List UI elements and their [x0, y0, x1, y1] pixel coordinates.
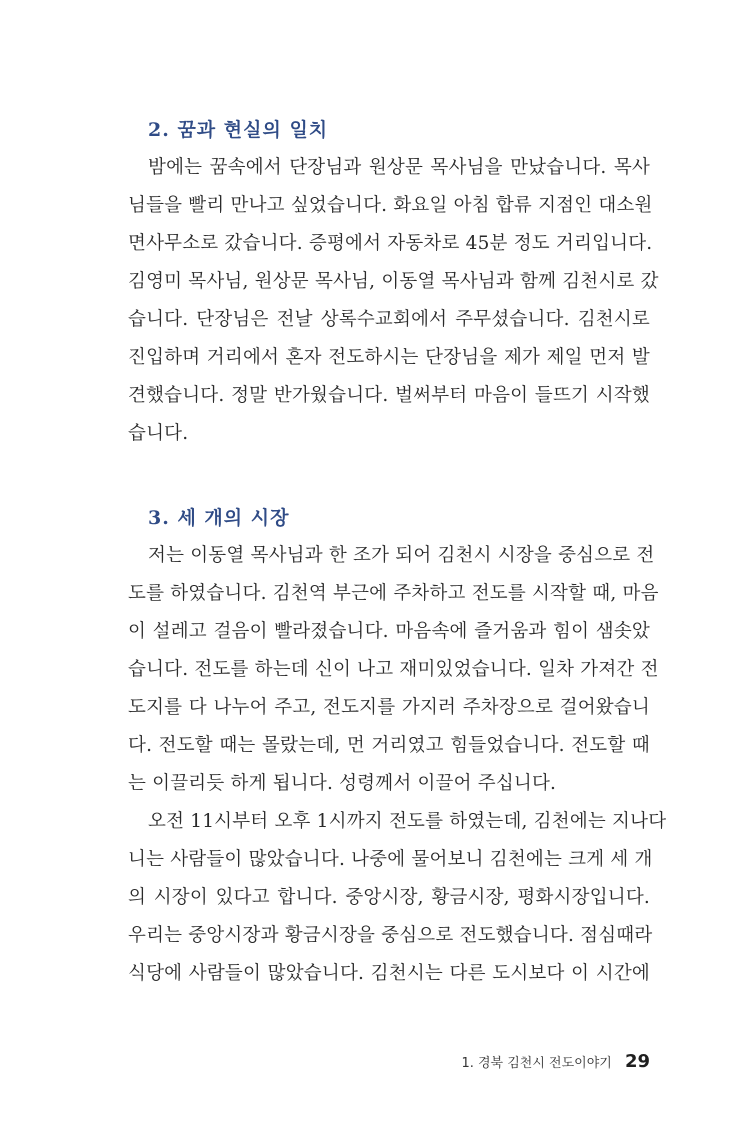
- text-line: 다. 전도할 때는 몰랐는데, 먼 거리였고 힘들었습니다. 전도할 때: [128, 735, 650, 756]
- text-line: 김영미 목사님, 원상문 목사님, 이동열 목사님과 함께 김천시로 갔: [128, 271, 659, 292]
- text-line: 견했습니다. 정말 반가웠습니다. 벌써부터 마음이 들뜨기 시작했: [128, 385, 650, 406]
- text-line: 진입하며 거리에서 혼자 전도하시는 단장님을 제가 제일 먼저 발: [128, 347, 650, 368]
- section-3-heading: 3. 세 개의 시장: [148, 507, 290, 529]
- paragraph: [128, 803, 667, 993]
- text-line: 이 설레고 걸음이 빨라졌습니다. 마음속에 즐거움과 힘이 샘솟았: [128, 621, 650, 642]
- running-head: 1. 경북 김천시 전도이야기: [461, 1056, 612, 1071]
- text-line: 의 시장이 있다고 합니다. 중앙시장, 황금시장, 평화시장입니다.: [128, 887, 650, 908]
- text-line: 님들을 빨리 만나고 싶었습니다. 화요일 아침 합류 지점인 대소원: [128, 195, 653, 216]
- section-2: [128, 117, 659, 453]
- text-line: 습니다. 단장님은 전날 상록수교회에서 주무셨습니다. 김천시로: [128, 309, 650, 330]
- page-footer: [461, 1051, 650, 1072]
- paragraph: [128, 537, 659, 803]
- text-line: 는 이끌리듯 하게 됩니다. 성령께서 이끌어 주십니다.: [128, 773, 557, 794]
- text-line: 니는 사람들이 많았습니다. 나중에 물어보니 김천에는 크게 세 개: [128, 849, 653, 870]
- section-2-heading: 2. 꿈과 현실의 일치: [148, 119, 329, 141]
- text-line: 도지를 다 나누어 주고, 전도지를 가지러 주차장으로 걸어왔습니: [128, 697, 650, 718]
- text-line: 면사무소로 갔습니다. 증평에서 자동차로 45분 정도 거리입니다.: [128, 233, 653, 254]
- text-line: 우리는 중앙시장과 황금시장을 중심으로 전도했습니다. 점심때라: [128, 925, 653, 946]
- paragraph: [128, 149, 659, 453]
- section-3: [128, 505, 667, 993]
- text-line: 습니다.: [128, 423, 189, 444]
- page-number: 29: [624, 1051, 650, 1072]
- text-line: 식당에 사람들이 많았습니다. 김천시는 다른 도시보다 이 시간에: [128, 963, 650, 984]
- text-line: 밤에는 꿈속에서 단장님과 원상문 목사님을 만났습니다. 목사: [148, 157, 650, 178]
- text-line: 습니다. 전도를 하는데 신이 나고 재미있었습니다. 일차 가져간 전: [128, 659, 659, 680]
- text-line: 오전 11시부터 오후 1시까지 전도를 하였는데, 김천에는 지나다: [148, 811, 667, 832]
- text-line: 도를 하였습니다. 김천역 부근에 주차하고 전도를 시작할 때, 마음: [128, 583, 659, 604]
- text-line: 저는 이동열 목사님과 한 조가 되어 김천시 시장을 중심으로 전: [148, 545, 655, 566]
